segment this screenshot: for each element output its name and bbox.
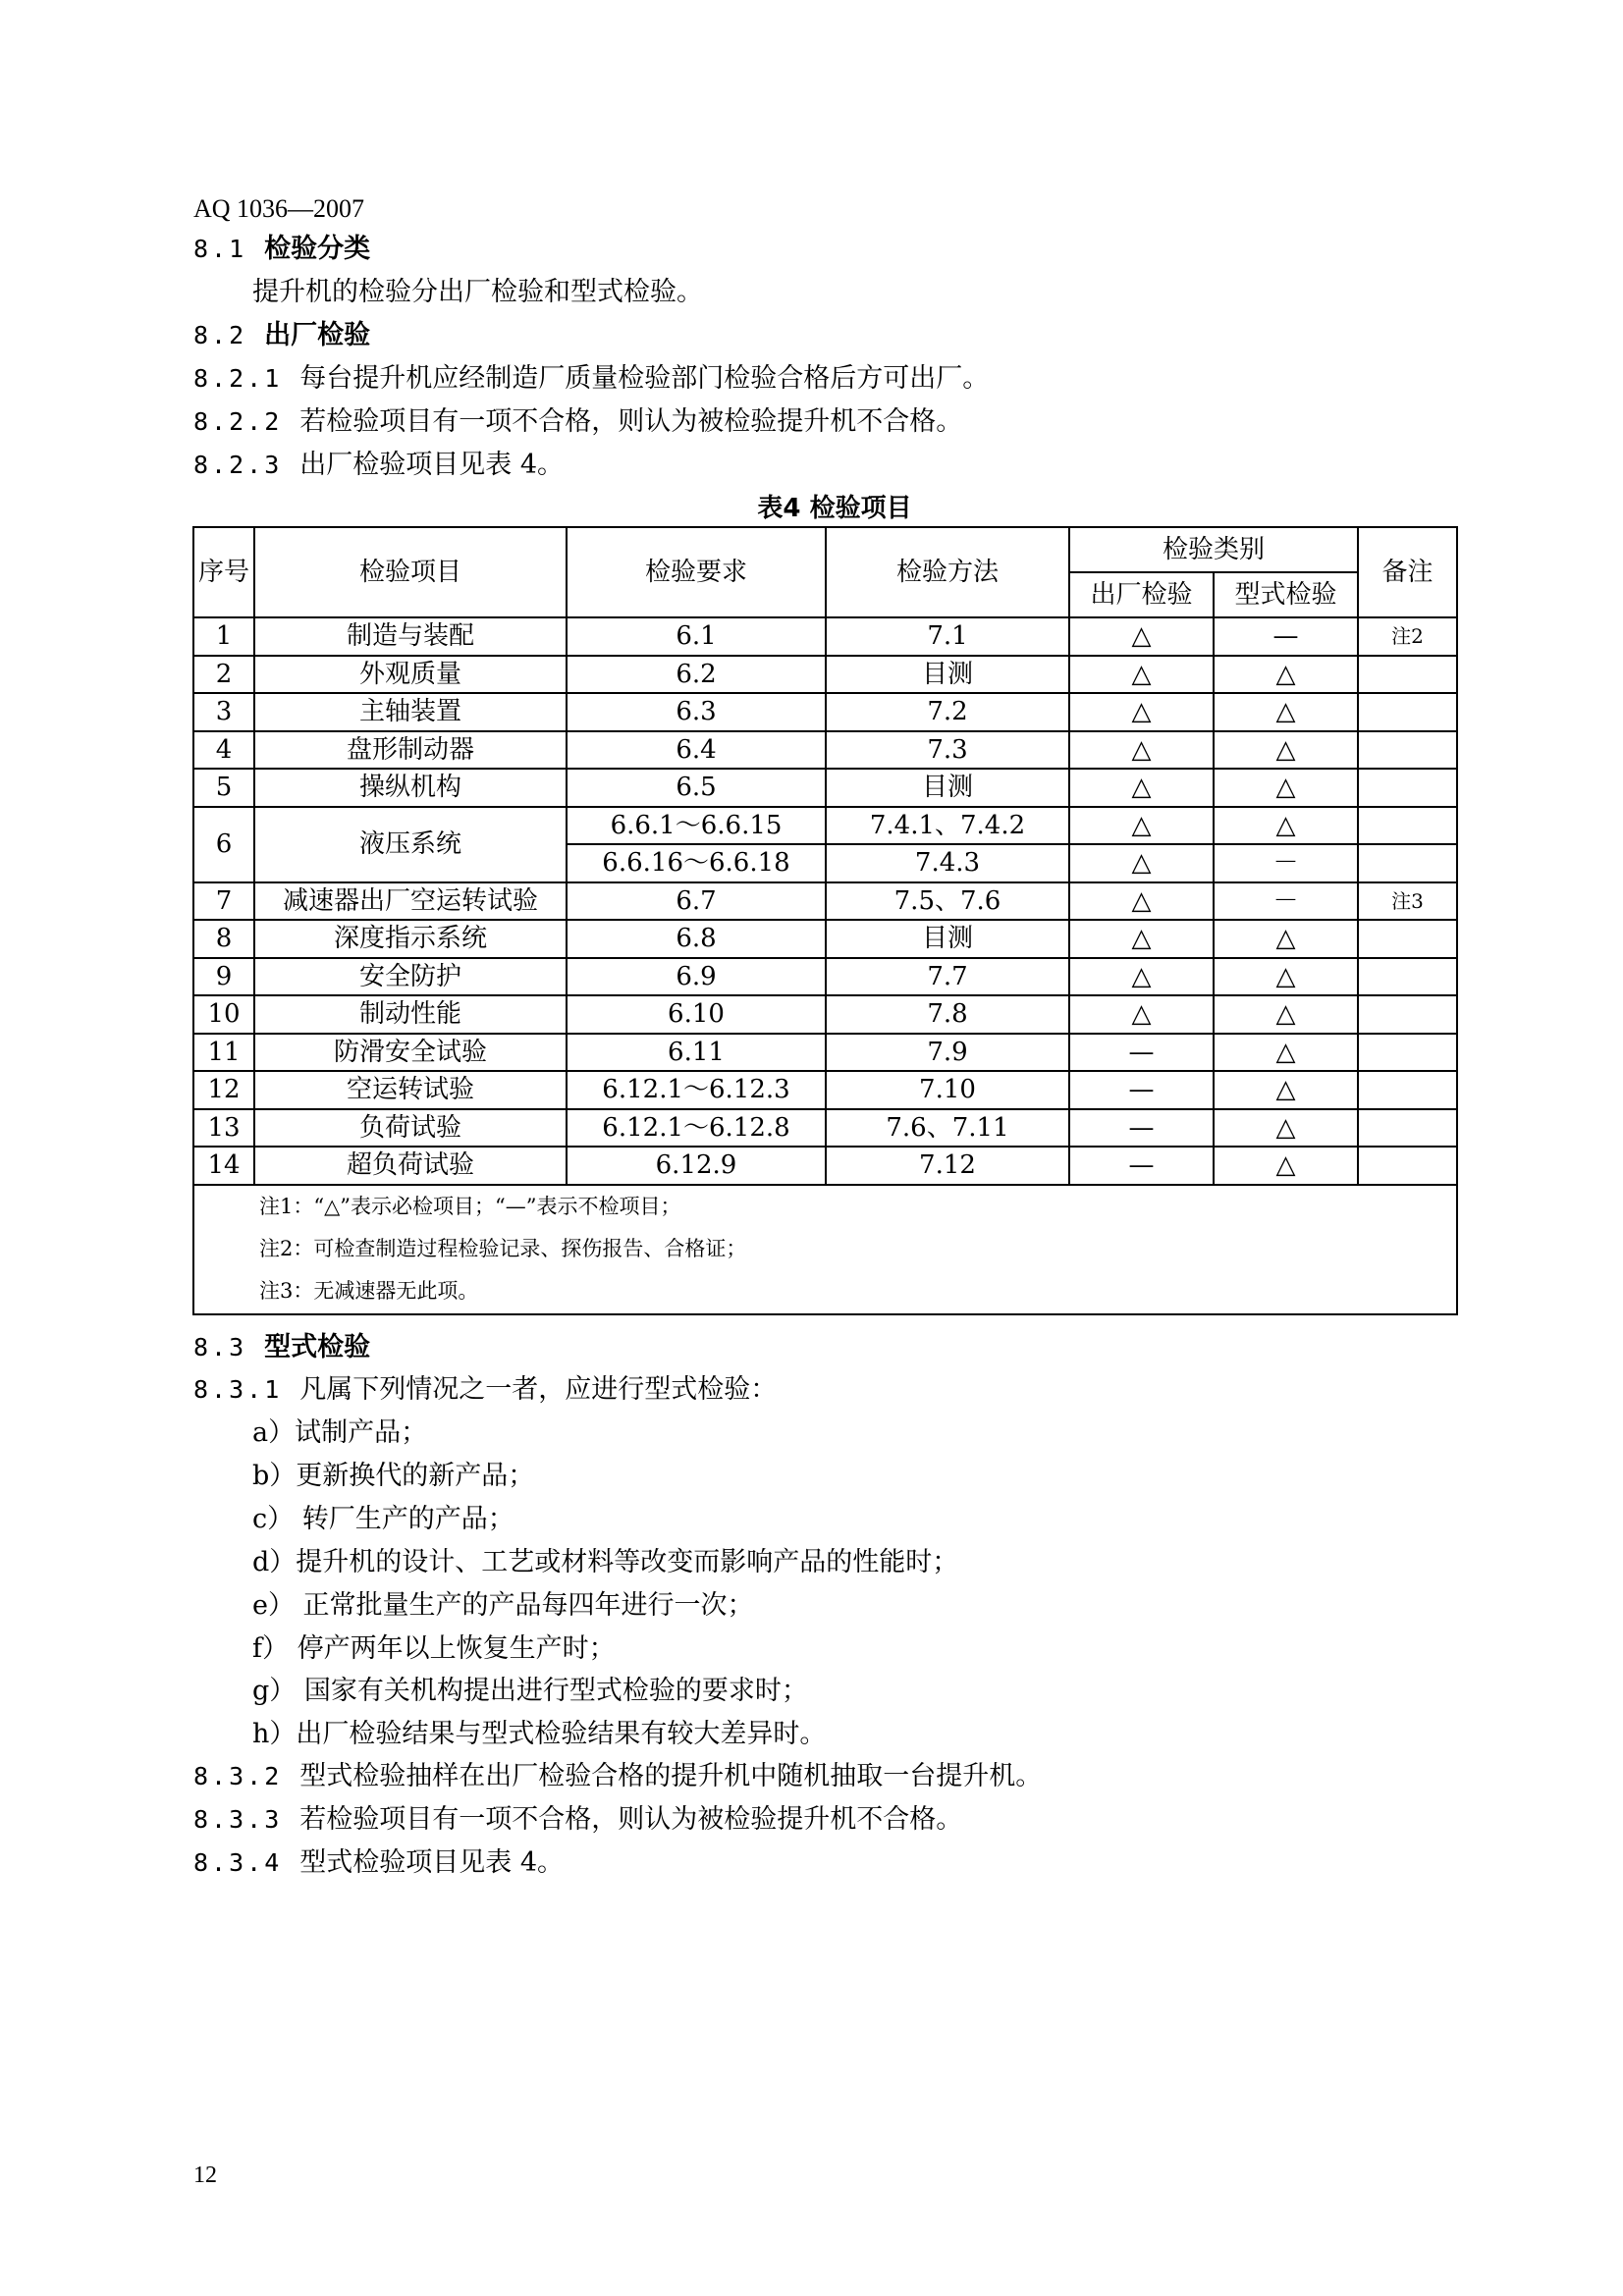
cell-type: △	[1214, 807, 1358, 845]
cell-factory: △	[1069, 807, 1214, 845]
cell-item: 外观质量	[254, 656, 567, 694]
cell-remark	[1358, 1034, 1457, 1072]
cell-requirement: 6.12.9	[567, 1147, 826, 1185]
clause-text: 型式检验项目见表 4。	[299, 1847, 565, 1878]
cell-method: 7.1	[826, 617, 1069, 656]
table-row	[193, 958, 1457, 996]
cell-factory: △	[1069, 844, 1214, 882]
header-requirement: 检验要求	[567, 527, 826, 617]
cell-factory: △	[1069, 882, 1214, 921]
cell-remark	[1358, 693, 1457, 731]
cell-type: －	[1214, 844, 1358, 882]
cell-seq: 9	[193, 958, 254, 996]
cell-requirement: 6.10	[567, 995, 826, 1034]
cell-seq: 11	[193, 1034, 254, 1072]
cell-factory: △	[1069, 693, 1214, 731]
header-factory-inspection: 出厂检验	[1069, 572, 1214, 617]
cell-factory: △	[1069, 656, 1214, 694]
cell-type: △	[1214, 731, 1358, 770]
cell-seq: 6	[193, 807, 254, 882]
list-item: b）更新换代的新产品；	[252, 1461, 535, 1491]
cell-item: 制造与装配	[254, 617, 567, 656]
cell-item: 操纵机构	[254, 769, 567, 807]
table-row	[193, 920, 1457, 958]
list-item: g） 国家有关机构提出进行型式检验的要求时；	[252, 1676, 808, 1706]
table-row	[193, 693, 1457, 731]
clause-text: 若检验项目有一项不合格，则认为被检验提升机不合格。	[299, 406, 963, 437]
cell-item: 空运转试验	[254, 1071, 567, 1109]
section-title: 检验分类	[264, 234, 371, 264]
table-header-row	[193, 527, 1457, 572]
cell-item: 负荷试验	[254, 1109, 567, 1148]
cell-remark	[1358, 920, 1457, 958]
cell-item: 盘形制动器	[254, 731, 567, 770]
clause-number: 8.2.3	[193, 451, 283, 479]
cell-remark	[1358, 769, 1457, 807]
header-seq: 序号	[193, 527, 254, 617]
cell-requirement: 6.8	[567, 920, 826, 958]
section-number: 8.2	[193, 321, 247, 349]
header-type-inspection: 型式检验	[1214, 572, 1358, 617]
cell-factory: —	[1069, 1109, 1214, 1148]
table-row	[193, 1109, 1457, 1148]
cell-remark	[1358, 844, 1457, 882]
cell-seq: 5	[193, 769, 254, 807]
clause-number: 8.3.3	[193, 1805, 283, 1834]
clause-text: 若检验项目有一项不合格，则认为被检验提升机不合格。	[299, 1804, 963, 1835]
cell-method: 7.7	[826, 958, 1069, 996]
cell-factory: —	[1069, 1147, 1214, 1185]
cell-seq: 7	[193, 882, 254, 921]
cell-type: △	[1214, 995, 1358, 1034]
cell-item: 主轴装置	[254, 693, 567, 731]
header-category: 检验类别	[1069, 527, 1358, 572]
table-row	[193, 1071, 1457, 1109]
cell-type: －	[1214, 882, 1358, 921]
cell-method: 7.5、7.6	[826, 882, 1069, 921]
table-row	[193, 656, 1457, 694]
section-title: 出厂检验	[264, 320, 371, 350]
cell-requirement: 6.12.1～6.12.3	[567, 1071, 826, 1109]
header-remark: 备注	[1358, 527, 1457, 617]
cell-remark: 注2	[1358, 617, 1457, 656]
section-number: 8.3	[193, 1333, 247, 1362]
cell-factory: △	[1069, 958, 1214, 996]
cell-requirement: 6.2	[567, 656, 826, 694]
cell-requirement: 6.6.1～6.6.15	[567, 807, 826, 845]
cell-method: 7.2	[826, 693, 1069, 731]
table-row	[193, 995, 1457, 1034]
section-8-1-heading	[193, 233, 370, 266]
cell-remark	[1358, 958, 1457, 996]
cell-method: 7.10	[826, 1071, 1069, 1109]
cell-type: △	[1214, 1147, 1358, 1185]
cell-requirement: 6.3	[567, 693, 826, 731]
list-item: h）出厂检验结果与型式检验结果有较大差异时。	[252, 1719, 827, 1749]
section-8-1-text: 提升机的检验分出厂检验和型式检验。	[252, 277, 703, 307]
cell-requirement: 6.9	[567, 958, 826, 996]
section-8-3-heading	[193, 1331, 370, 1364]
table-row	[193, 731, 1457, 770]
cell-remark	[1358, 1109, 1457, 1148]
cell-requirement: 6.4	[567, 731, 826, 770]
cell-factory: △	[1069, 769, 1214, 807]
cell-requirement: 6.7	[567, 882, 826, 921]
cell-seq: 2	[193, 656, 254, 694]
cell-type: △	[1214, 769, 1358, 807]
page-number: 12	[193, 2163, 217, 2188]
cell-method: 7.12	[826, 1147, 1069, 1185]
table-row	[193, 1147, 1457, 1185]
cell-method: 目测	[826, 769, 1069, 807]
table-note: 注3：无减速器无此项。	[259, 1279, 479, 1303]
clause-text: 凡属下列情况之一者，应进行型式检验：	[299, 1374, 778, 1405]
table-note: 注2：可检查制造过程检验记录、探伤报告、合格证；	[259, 1237, 747, 1260]
cell-method: 7.3	[826, 731, 1069, 770]
table-caption: 表4 检验项目	[757, 494, 912, 523]
clause-8-2-2	[193, 405, 962, 439]
cell-factory: —	[1069, 1071, 1214, 1109]
header-method: 检验方法	[826, 527, 1069, 617]
clause-number: 8.2.2	[193, 407, 283, 436]
cell-remark	[1358, 731, 1457, 770]
cell-seq: 1	[193, 617, 254, 656]
table-row	[193, 807, 1457, 845]
list-item: f） 停产两年以上恢复生产时；	[252, 1633, 616, 1664]
cell-seq: 10	[193, 995, 254, 1034]
cell-method: 目测	[826, 920, 1069, 958]
cell-factory: △	[1069, 995, 1214, 1034]
cell-method: 7.4.1、7.4.2	[826, 807, 1069, 845]
cell-requirement: 6.6.16～6.6.18	[567, 844, 826, 882]
table-notes	[193, 1185, 1457, 1314]
cell-seq: 8	[193, 920, 254, 958]
cell-remark	[1358, 1071, 1457, 1109]
cell-requirement: 6.12.1～6.12.8	[567, 1109, 826, 1148]
section-number: 8.1	[193, 235, 247, 263]
inspection-items-table	[192, 526, 1458, 1315]
cell-item: 超负荷试验	[254, 1147, 567, 1185]
clause-number: 8.3.2	[193, 1762, 283, 1790]
list-item: e） 正常批量生产的产品每四年进行一次；	[252, 1590, 754, 1621]
cell-method: 7.9	[826, 1034, 1069, 1072]
cell-type: △	[1214, 656, 1358, 694]
cell-type: △	[1214, 920, 1358, 958]
cell-factory: △	[1069, 617, 1214, 656]
cell-seq: 4	[193, 731, 254, 770]
list-item: d）提升机的设计、工艺或材料等改变而影响产品的性能时；	[252, 1547, 959, 1577]
cell-requirement: 6.11	[567, 1034, 826, 1072]
section-8-2-heading	[193, 319, 370, 352]
cell-method: 7.4.3	[826, 844, 1069, 882]
cell-remark	[1358, 995, 1457, 1034]
cell-method: 7.8	[826, 995, 1069, 1034]
clause-text: 出厂检验项目见表 4。	[299, 450, 565, 480]
cell-item: 液压系统	[254, 807, 567, 882]
cell-factory: —	[1069, 1034, 1214, 1072]
list-item: c） 转厂生产的产品；	[252, 1504, 514, 1534]
list-item: a）试制产品；	[252, 1417, 428, 1448]
clause-8-3-3	[193, 1803, 962, 1837]
cell-item: 防滑安全试验	[254, 1034, 567, 1072]
cell-remark	[1358, 807, 1457, 845]
table-row	[193, 882, 1457, 921]
cell-type: △	[1214, 693, 1358, 731]
cell-seq: 3	[193, 693, 254, 731]
cell-seq: 12	[193, 1071, 254, 1109]
cell-type: △	[1214, 958, 1358, 996]
cell-type: —	[1214, 617, 1358, 656]
clause-8-2-3	[193, 449, 564, 482]
cell-type: △	[1214, 1034, 1358, 1072]
cell-method: 目测	[826, 656, 1069, 694]
cell-item: 减速器出厂空运转试验	[254, 882, 567, 921]
clause-text: 每台提升机应经制造厂质量检验部门检验合格后方可出厂。	[299, 363, 990, 394]
standard-code-header: AQ 1036—2007	[193, 194, 365, 223]
clause-number: 8.3.1	[193, 1375, 283, 1404]
cell-item: 制动性能	[254, 995, 567, 1034]
cell-method: 7.6、7.11	[826, 1109, 1069, 1148]
cell-remark	[1358, 656, 1457, 694]
clause-8-3-2	[193, 1760, 1042, 1793]
clause-number: 8.2.1	[193, 364, 283, 393]
cell-type: △	[1214, 1071, 1358, 1109]
cell-remark: 注3	[1358, 882, 1457, 921]
table-row	[193, 1034, 1457, 1072]
cell-seq: 14	[193, 1147, 254, 1185]
table-notes-row	[193, 1185, 1457, 1314]
section-title: 型式检验	[264, 1332, 371, 1362]
clause-text: 型式检验抽样在出厂检验合格的提升机中随机抽取一台提升机。	[299, 1761, 1043, 1791]
table-row	[193, 769, 1457, 807]
header-item: 检验项目	[254, 527, 567, 617]
cell-factory: △	[1069, 731, 1214, 770]
cell-requirement: 6.1	[567, 617, 826, 656]
cell-requirement: 6.5	[567, 769, 826, 807]
clause-number: 8.3.4	[193, 1848, 283, 1877]
cell-type: △	[1214, 1109, 1358, 1148]
clause-8-3-1	[193, 1373, 777, 1407]
cell-item: 安全防护	[254, 958, 567, 996]
cell-seq: 13	[193, 1109, 254, 1148]
table-row	[193, 617, 1457, 656]
clause-8-2-1	[193, 362, 989, 396]
clause-8-3-4	[193, 1846, 564, 1880]
cell-item: 深度指示系统	[254, 920, 567, 958]
table-note: 注1：“△”表示必检项目；“—”表示不检项目；	[259, 1195, 681, 1218]
cell-remark	[1358, 1147, 1457, 1185]
cell-factory: △	[1069, 920, 1214, 958]
